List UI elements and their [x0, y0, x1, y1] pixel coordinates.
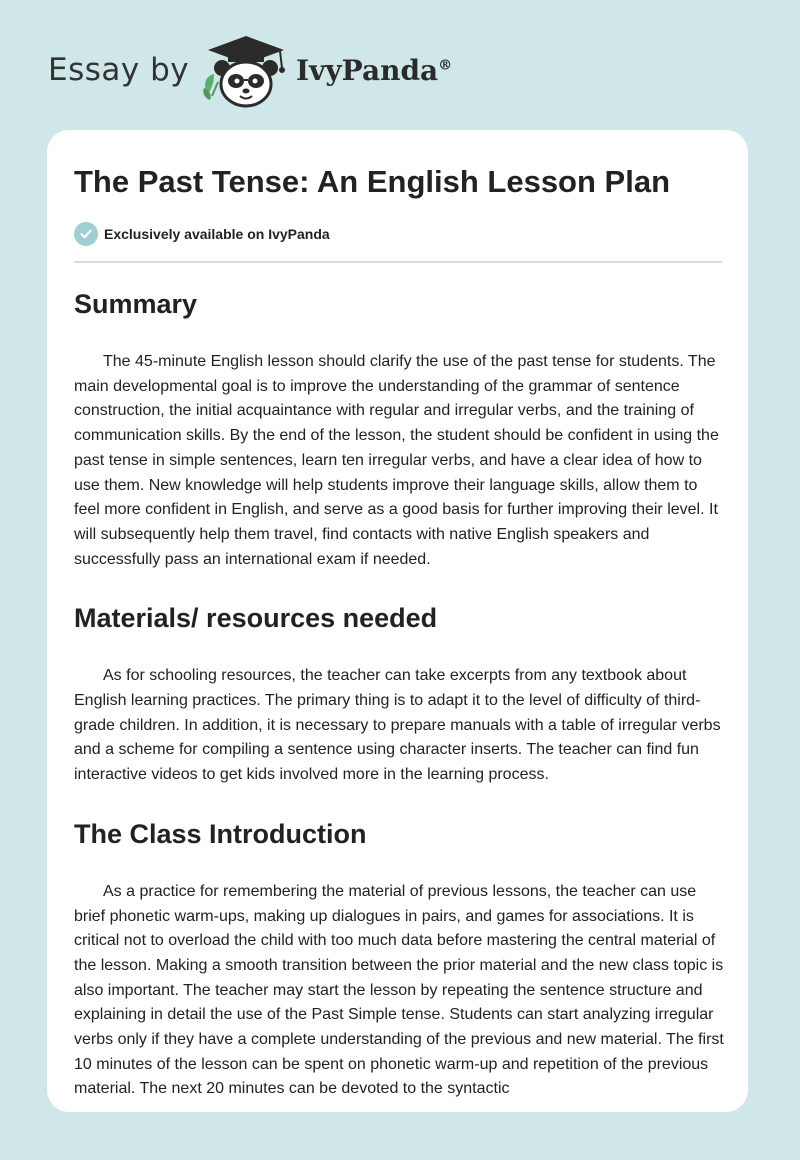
site-header — [0, 0, 800, 130]
exclusive-badge — [74, 222, 330, 246]
page-title: The Past Tense: An English Lesson Plan — [74, 164, 671, 199]
section-heading-summary: Summary — [74, 289, 198, 319]
section-paragraph-summary: The 45-minute English lesson should clarify the use of the past tense for students. The main developmental goal is to improve the understanding of the grammar of sentence construction, the initial acquaintance with regular and irregular verbs, and the training of communication skills. By the end of the lesson, the student should be confident in using the past tense in simple sentences, learn ten irregular verbs, and have a clear idea of how to use them. New knowledge will help students improve their language skills, allow them to feel more confident in English, and serve as a good basis for further improving their level. It will subsequently help them travel, find contacts with native English speakers and successfully pass an international exam if needed. — [74, 353, 719, 568]
check-circle-icon — [74, 222, 98, 246]
panda-graduate-logo-icon[interactable] — [198, 34, 294, 110]
essay-by-label: Essay by — [48, 52, 190, 88]
section-paragraph-materials: As for schooling resources, the teacher can take excerpts from any textbook about English learning practices. The primary thing is to adapt it to the level of difficulty of third-grade children. In addition, it is necessary to prepare manuals with a table of irregular verbs and a scheme for compiling a sentence using character inserts. The teacher can find fun interactive videos to get kids involved more in the learning process. — [74, 667, 721, 784]
section-heading-introduction: The Class Introduction — [74, 818, 367, 849]
section-paragraph-introduction: As a practice for remembering the material of previous lessons, the teacher can use brief phonetic warm-ups, making up dialogues in pairs, and games for associations. It is critical not to overload the child with too much data before mastering the central material of the lesson. Making a smooth transition between the prior material and the new class topic is also important. The teacher may start the lesson by repeating the sentence structure and explaining in detail the use of the Past Simple tense. Students can start analyzing irregular verbs only if they have a complete understanding of the previous and new material. The first 10 minutes of the lesson can be spent on phonetic warm-up and repetition of the previous material. The next 20 minutes can be devoted to the syntactic — [74, 882, 724, 1098]
registered-mark: ® — [438, 57, 453, 74]
brand-name[interactable]: IvyPanda® — [296, 54, 453, 87]
document-card — [47, 130, 748, 1112]
document-content — [74, 280, 724, 1112]
badge-text: Exclusively available on IvyPanda — [104, 226, 330, 242]
section-heading-materials: Materials/ resources needed — [74, 603, 438, 634]
divider — [74, 261, 722, 263]
